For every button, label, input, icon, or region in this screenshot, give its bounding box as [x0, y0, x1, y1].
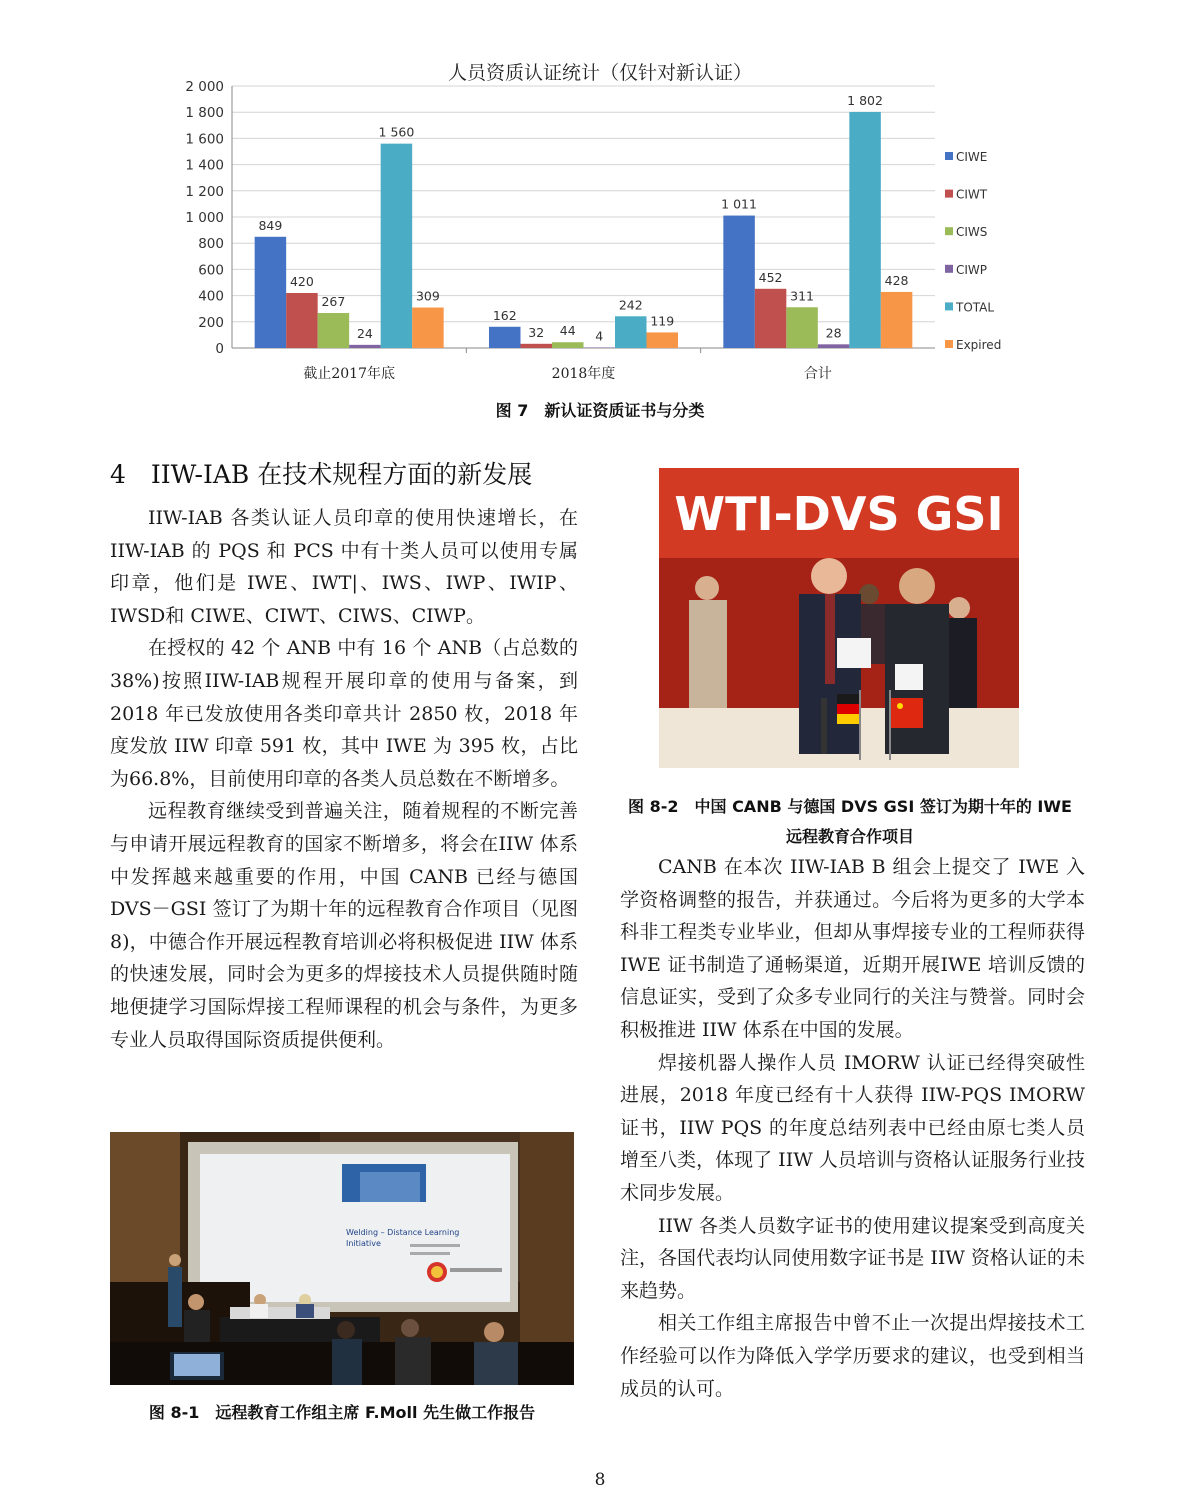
legend-label: CIWS: [956, 225, 988, 240]
banner-text: WTI-DVS GSI: [674, 487, 1004, 541]
y-tick-label: 1 400: [185, 157, 224, 174]
data-label: 119: [650, 313, 675, 329]
paragraph: 在授权的 42 个 ANB 中有 16 个 ANB（占总数的38%)按照IIW-IAB规程开展印章的使用与备案，到 2018 年已发放使用各类印章共计 2850 枚，2018 年度发放 IIW 印章 591 枚，其中 IWE 为 395 枚，占比为66.8%，目前使用印章的各类人员总数在不断增多。: [110, 637, 578, 790]
paragraph: 焊接机器人操作人员 IMORW 认证已经得突破性进展，2018 年度已经有十人获得 IIW-PQS IMORW 证书，IIW PQS 的年度总结列表中已经由原七类人员增至八类，体现了 IIW 人员培训与资格认证服务行业技术同步发展。: [620, 1051, 1085, 1204]
y-tick-label: 0: [215, 341, 224, 357]
y-tick-label: 1 800: [185, 105, 224, 122]
data-label: 267: [321, 294, 346, 310]
bar-total: [615, 316, 647, 348]
x-category-label: 截止2017年底: [303, 366, 395, 382]
legend-label: Expired: [956, 338, 1002, 352]
bar-expired: [412, 308, 444, 348]
figure-8-1-photo: [110, 1132, 574, 1385]
bar-ciwp: [584, 347, 616, 348]
figure-7-caption: 图 7 新认证资质证书与分类: [495, 401, 705, 420]
x-category-label: 合计: [803, 366, 832, 382]
legend-label: CIWP: [956, 262, 988, 277]
data-label: 849: [258, 217, 283, 233]
legend-label: CIWT: [956, 187, 988, 202]
bar-ciwt: [755, 289, 787, 348]
bar-expired: [647, 332, 679, 348]
conference-photo: [110, 1132, 574, 1385]
screen-line-1: Welding – Distance Learning: [346, 1228, 460, 1237]
data-label: 1 011: [721, 196, 757, 212]
data-label: 311: [790, 288, 815, 304]
data-label: 1 560: [378, 124, 415, 140]
data-label: 309: [415, 288, 440, 304]
bar-ciwp: [818, 344, 850, 348]
data-label: 24: [356, 325, 373, 341]
y-tick-label: 400: [198, 288, 224, 305]
data-label: 420: [289, 273, 314, 289]
bar-ciwt: [521, 344, 553, 348]
bar-chart: [160, 78, 1040, 388]
y-tick-label: 800: [198, 236, 224, 253]
left-column-text: [110, 502, 578, 1056]
screen-line-2: Initiative: [346, 1239, 381, 1248]
bar-total: [849, 112, 881, 348]
y-tick-label: 600: [198, 262, 224, 279]
legend-swatch-ciwe: [945, 152, 953, 160]
data-label: 428: [884, 272, 909, 288]
legend-swatch-ciwp: [945, 265, 953, 273]
data-label: 452: [758, 269, 783, 285]
signing-photo: [659, 468, 1019, 768]
section-heading: 4 IIW-IAB 在技术规程方面的新发展: [110, 460, 533, 489]
bar-expired: [881, 292, 913, 348]
y-tick-label: 1 200: [185, 183, 224, 200]
legend-swatch-total: [945, 302, 953, 310]
paragraph: 远程教育继续受到普遍关注，随着规程的不断完善与申请开展远程教育的国家不断增多，将会在IIW 体系中发挥越来越重要的作用，中国 CANB 已经与德国 DVS－GSI 签订了为期十年的远程教育合作项目（见图 8)，中德合作开展远程教育培训必将积极促进 IIW 体系的快速发展，同时会为更多的焊接技术人员提供随时随地便捷学习国际焊接工程师课程的机会与条件，为更多专业人员取得国际资质提供便利。: [110, 800, 578, 1051]
bar-ciws: [318, 313, 350, 348]
bar-ciws: [552, 342, 584, 348]
bar-ciwp: [349, 345, 381, 348]
bar-ciws: [786, 307, 818, 348]
x-category-label: 2018年度: [551, 366, 616, 382]
figure-8-2-caption-line2: 远程教育合作项目: [785, 827, 914, 846]
data-label: 1 802: [847, 92, 883, 108]
data-label: 162: [492, 307, 517, 323]
data-label: 242: [618, 297, 643, 313]
paragraph: IIW 各类人员数字证书的使用建议提案受到高度关注，各国代表均认同使用数字证书是 IIW 资格认证的未来趋势。: [620, 1214, 1085, 1302]
bar-total: [381, 144, 413, 348]
legend-label: CIWE: [956, 150, 988, 164]
bar-ciwe: [489, 327, 521, 348]
legend-label: TOTAL: [956, 300, 995, 315]
figure-8-2-photo: [659, 468, 1019, 768]
paragraph: 相关工作组主席报告中曾不止一次提出焊接技术工作经验可以作为降低入学学历要求的建议，也受到相当成员的认可。: [620, 1312, 1085, 1400]
legend-swatch-ciws: [945, 227, 953, 235]
paragraph: CANB 在本次 IIW-IAB B 组会上提交了 IWE 入学资格调整的报告，并获通过。今后将为更多的大学本科非工程类专业毕业，但却从事焊接专业的工程师获得 IWE 证书制造了通畅渠道，近期开展IWE 培训反馈的信息证实，受到了众多专业同行的关注与赞誉。同时会积极推进 IIW 体系在中国的发展。: [620, 856, 1085, 1041]
right-column-text: [620, 851, 1085, 1405]
legend-swatch-expired: [945, 340, 953, 348]
figure-8-2-caption-line1: 图 8-2 中国 CANB 与德国 DVS GSI 签订为期十年的 IWE: [628, 797, 1072, 816]
bar-ciwt: [286, 293, 318, 348]
bar-ciwe: [255, 237, 287, 348]
page-number: 8: [594, 1470, 606, 1490]
data-label: 32: [528, 324, 545, 340]
legend-swatch-ciwt: [945, 190, 953, 198]
paragraph: IIW-IAB 各类认证人员印章的使用快速增长，在IIW-IAB 的 PQS 和 PCS 中有十类人员可以使用专属印章，他们是 IWE、IWT|、IWS、IWP、IWIP、IWSD和 CIWE、CIWT、CIWS、CIWP。: [110, 507, 578, 627]
data-label: 44: [559, 323, 576, 339]
data-label: 4: [595, 328, 604, 344]
y-tick-label: 1 000: [185, 210, 224, 226]
data-label: 28: [825, 325, 842, 341]
y-tick-label: 1 600: [185, 131, 224, 148]
y-tick-label: 2 000: [185, 79, 224, 95]
chart-title: 人员资质认证统计（仅针对新认证）: [447, 62, 752, 84]
figure-8-1-caption: 图 8-1 远程教育工作组主席 F.Moll 先生做工作报告: [148, 1403, 536, 1422]
bar-ciwe: [723, 216, 755, 348]
y-tick-label: 200: [198, 314, 224, 331]
